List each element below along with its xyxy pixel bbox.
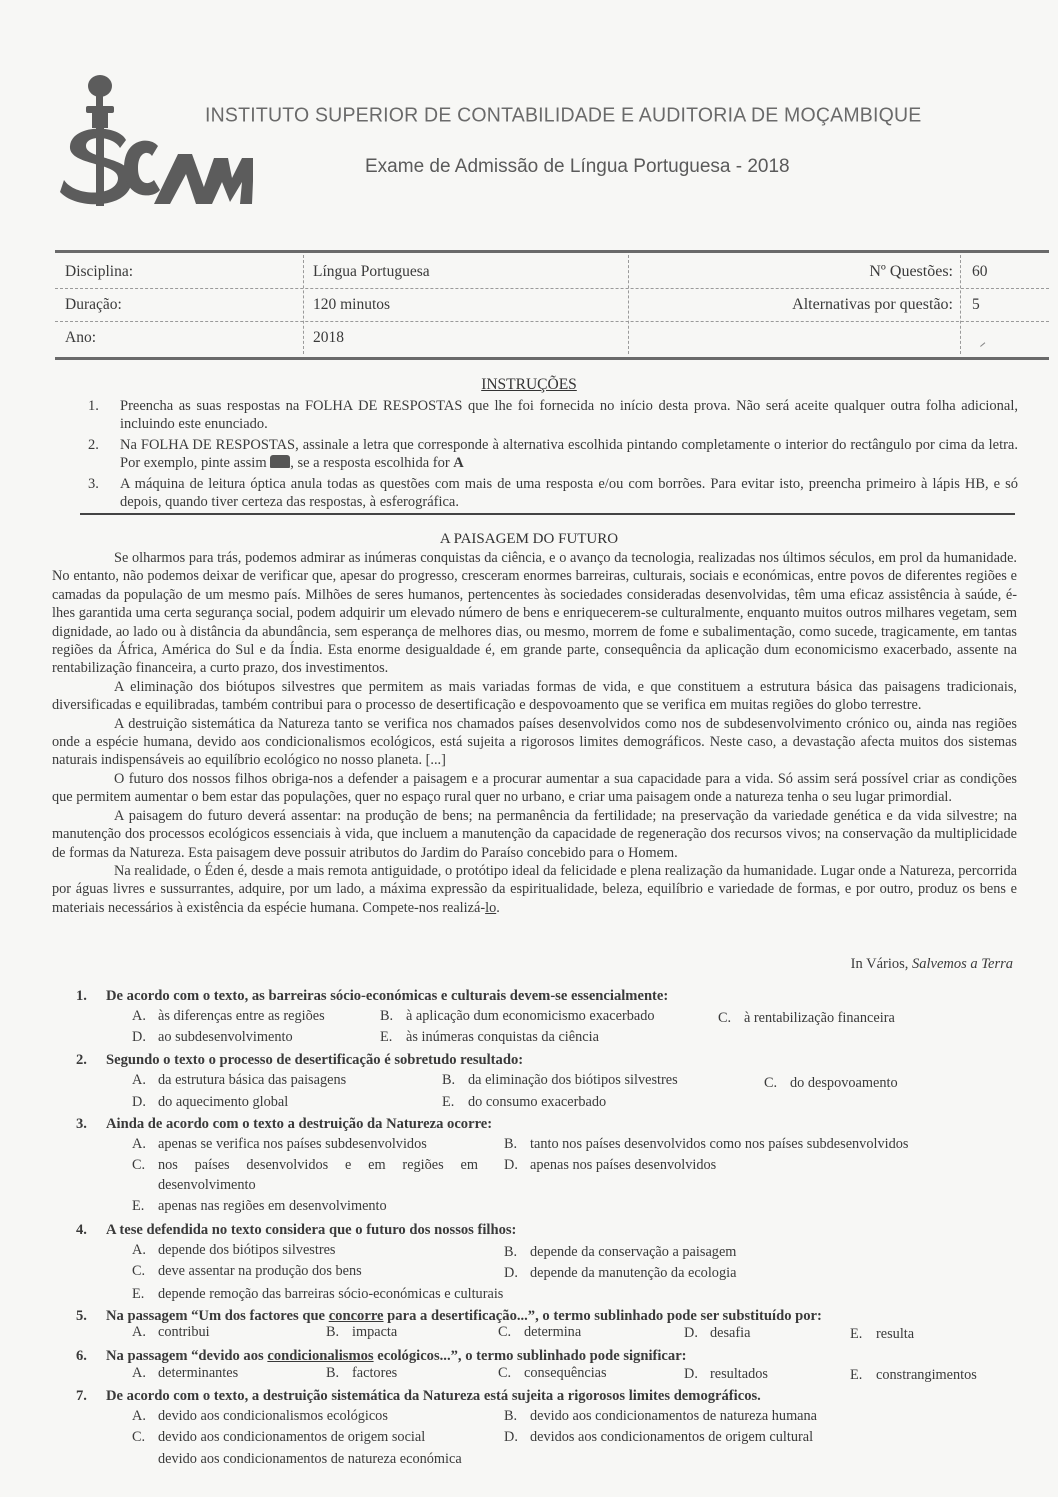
option-e: E. resulta bbox=[850, 1326, 915, 1342]
question-4 bbox=[76, 1220, 1016, 1306]
paragraph: A destruição sistemática da Natureza tanto se verifica nos chamados países desenvolvidos como nos de subdesenvolvimento crónico ou, ainda nas regiões onde a espécie humana, devido aos condicionalismos ecológicos, está sujeita a rigorosos limites demográficos. Neste caso, a devastação afecta muitos dos sistemas naturais indispensáveis ao equilíbrio ecológico no nosso planeta. [...] bbox=[52, 715, 1017, 769]
instruction-item: 1. Preencha as suas respostas na FOLHA DE RESPOSTAS que lhe foi fornecida no início desta prova. Não será aceite qualquer outra folha adicional, incluindo este enunciado. bbox=[88, 398, 1018, 432]
option-b: B. da eliminação dos biótipos silvestres bbox=[442, 1072, 678, 1088]
option-c: C. nos países desenvolvidos e em regiões em desenvolvimento bbox=[132, 1157, 478, 1193]
institution-title: INSTITUTO SUPERIOR DE CONTABILIDADE E AUDITORIA DE MOÇAMBIQUE bbox=[205, 103, 922, 127]
option-e: E. constrangimentos bbox=[850, 1367, 977, 1383]
option-e: E. às inúmeras conquistas da ciência bbox=[380, 1029, 599, 1045]
info-right-value: 5 bbox=[972, 296, 980, 313]
option-b: B. factores bbox=[326, 1365, 398, 1381]
option-e: devido aos condicionamentos de natureza económica bbox=[158, 1451, 462, 1467]
info-right-value: 60 bbox=[972, 263, 988, 280]
option-e: E. do consumo exacerbado bbox=[442, 1094, 607, 1110]
option-a: A. às diferenças entre as regiões bbox=[132, 1008, 325, 1024]
info-row-year bbox=[55, 321, 1049, 354]
question-3 bbox=[76, 1114, 1016, 1220]
instruction-item: 2. Na FOLHA DE RESPOSTAS, assinale a letra que corresponde à alternativa escolhida pintando completamente o interior do rectângulo por cima da letra. Por exemplo, pinte assim , se a resposta escolhida for A bbox=[88, 437, 1018, 471]
option-c: C. à rentabilização financeira bbox=[718, 1010, 895, 1026]
question-stem: 4. A tese defendida no texto considera que o futuro dos nossos filhos: bbox=[76, 1222, 517, 1238]
question-stem: 5. Na passagem “Um dos factores que concorre para a desertificação...”, o termo sublinhado pode ser substituído por: bbox=[76, 1308, 822, 1324]
option-b: B. tanto nos países desenvolvidos como nos países subdesenvolvidos bbox=[504, 1136, 909, 1152]
option-c: C. determina bbox=[498, 1324, 582, 1340]
option-d: D. resultados bbox=[684, 1366, 768, 1382]
exam-title: Exame de Admissão de Língua Portuguesa - 2018 bbox=[365, 156, 790, 177]
question-5 bbox=[76, 1306, 1016, 1346]
option-d: D. depende da manutenção da ecologia bbox=[504, 1265, 737, 1281]
option-e: E. depende remoção das barreiras sócio-económicas e culturais bbox=[132, 1286, 504, 1302]
question-stem: 2. Segundo o texto o processo de desertificação é sobretudo resultado: bbox=[76, 1052, 524, 1068]
paragraph: A paisagem do futuro deverá assentar: na produção de bens; na permanência da fertilidade; na preservação da variedade genética e da vida silvestre; na manutenção dos processos ecológicos essenciais à vida, que incluem a manutenção da capacidade de regeneração dos recursos vivos; na conservação da multiplicidade de formas da Natureza. Esta paisagem deve possuir atributos do Jardim do Paraíso concebido para o Homem. bbox=[52, 807, 1017, 861]
option-d: D. desafia bbox=[684, 1325, 751, 1341]
option-b: B. à aplicação dum economicismo exacerbado bbox=[380, 1008, 655, 1024]
option-e: E. apenas nas regiões em desenvolvimento bbox=[132, 1198, 387, 1214]
iscam-logo bbox=[58, 74, 253, 209]
option-c: C. devido aos condicionamentos de origem social bbox=[132, 1429, 426, 1445]
option-a: A. depende dos biótipos silvestres bbox=[132, 1242, 336, 1258]
citation: In Vários, Salvemos a Terra bbox=[850, 956, 1013, 972]
filled-answer-box-icon bbox=[270, 455, 290, 468]
question-7 bbox=[76, 1386, 1016, 1472]
logo-letter-m bbox=[198, 158, 253, 204]
info-row-discipline bbox=[55, 255, 1049, 289]
option-a: A. determinantes bbox=[132, 1365, 239, 1381]
question-stem: 7. De acordo com o texto, a destruição sistemática da Natureza está sujeita a rigorosos limites demográficos. bbox=[76, 1388, 761, 1404]
option-a: A. da estrutura básica das paisagens bbox=[132, 1072, 347, 1088]
paragraph: O futuro dos nossos filhos obriga-nos a defender a paisagem e a procurar aumentar a sua capacidade para a vida. Só assim será possível criar as condições que permitem aumentar o bem estar das populações, quer no espaço rural quer no urbano, e criar uma paisagem onde a natureza tenha o seu lugar primordial. bbox=[52, 770, 1017, 806]
option-c: C. deve assentar na produção dos bens bbox=[132, 1263, 362, 1279]
paragraph: Se olharmos para trás, podemos admirar as inúmeras conquistas da ciência, e o avanço da tecnologia, realizadas nos últimos séculos, em prol da humanidade. No entanto, não podemos deixar de verificar que, apesar do progresso, cresceram enormes barreiras, culturais, sociais e económicas, entre povos de diferentes regiões e camadas da população de um mesmo país. Milhões de seres humanos, pertencentes às sociedades consideradas desenvolvidas, têm uma eficaz assistência à saúde, é-lhes garantida uma certa segurança social, podem adquirir um elevado número de bens e enriquecerem-se culturalmente, enquanto muitos outros milhares vegetam, sem dignidade, ao lado ou à distância da abundância, sem esperança de melhores dias, ou mesmo, morrem de fome e subalimentação, como sucede, tragicamente, em tantas regiões da África, América do Sul e da Índia. Esta enorme desigualdade é, em grande parte, consequência da aplicação dum economicismo exacerbado, assente na rentabilização financeira, a curto prazo, dos investimentos. bbox=[52, 550, 1017, 677]
question-6 bbox=[76, 1346, 1016, 1386]
exam-info-table bbox=[55, 250, 1049, 360]
info-label: Disciplina: bbox=[65, 263, 134, 280]
instructions-list bbox=[88, 397, 1018, 514]
option-b: B. depende da conservação a paisagem bbox=[504, 1244, 737, 1260]
logo-tree-crown bbox=[88, 75, 112, 97]
text-title: A PAISAGEM DO FUTURO bbox=[439, 531, 619, 547]
option-d: D. ao subdesenvolvimento bbox=[132, 1029, 293, 1045]
questions-list bbox=[76, 986, 1016, 1472]
info-label: Ano: bbox=[65, 329, 96, 346]
paragraph: Na realidade, o Éden é, desde a mais remota antiguidade, o protótipo ideal da felicidade e plena realização da humanidade. Lugar onde a Natureza, percorrida por águas livres e sussurrantes, adquire, por um lado, a máxima expressão da espiritualidade, beleza, equilíbrio e variedade de formas, e por outro, produz os bens e materiais necessários à existência da espécie humana. Compete-nos realizá-lo. bbox=[52, 862, 1017, 916]
option-d: D. apenas nos países desenvolvidos bbox=[504, 1157, 717, 1173]
option-c: C. consequências bbox=[498, 1365, 607, 1381]
option-a: A. contribui bbox=[132, 1324, 210, 1340]
question-stem: 3. Ainda de acordo com o texto a destruição da Natureza ocorre: bbox=[76, 1116, 493, 1132]
info-row-duration bbox=[55, 288, 1049, 322]
instructions-title: INSTRUÇÕES bbox=[481, 376, 577, 393]
question-1 bbox=[76, 986, 1016, 1050]
option-d: D. do aquecimento global bbox=[132, 1094, 289, 1110]
question-stem: 6. Na passagem “devido aos condicionalismos ecológicos...”, o termo sublinhado pode significar: bbox=[76, 1348, 687, 1364]
info-value: 120 minutos bbox=[313, 296, 391, 313]
paragraph: A eliminação dos biótupos silvestres que permitem as mais variadas formas de vida, e que constituem a estrutura básica das paisagens tradicionais, diversificadas e equilibradas, também contribui para o processo de desertificação e despovoamento que se verifica em muitas regiões do globo terrestre. bbox=[52, 678, 1017, 714]
info-value: 2018 bbox=[313, 329, 344, 346]
option-b: B. devido aos condicionamentos de natureza humana bbox=[504, 1408, 818, 1424]
option-c: C. do despovoamento bbox=[764, 1075, 898, 1091]
info-label: Duração: bbox=[65, 296, 122, 313]
reading-passage bbox=[52, 549, 1017, 917]
question-2 bbox=[76, 1050, 1016, 1114]
option-b: B. impacta bbox=[326, 1324, 398, 1340]
instruction-item: 3. A máquina de leitura óptica anula todas as questões com mais de uma resposta e/ou com borrões. Para evitar isto, preencha primeiro à lápis HB, e só depois, quando tiver certeza das respostas, à esferográfica. bbox=[88, 476, 1018, 510]
info-right-label: Nº Questões: bbox=[869, 263, 953, 280]
option-a: A. apenas se verifica nos países subdesenvolvidos bbox=[132, 1136, 427, 1152]
info-value: Língua Portuguesa bbox=[313, 263, 430, 280]
divider bbox=[80, 513, 1015, 515]
option-d: D. devidos aos condicionamentos de origem cultural bbox=[504, 1429, 814, 1445]
question-stem: 1. De acordo com o texto, as barreiras sócio-económicas e culturais devem-se essencialmente: bbox=[76, 988, 669, 1004]
info-right-label: Alternativas por questão: bbox=[792, 296, 953, 313]
option-a: A. devido aos condicionalismos ecológicos bbox=[132, 1408, 388, 1424]
